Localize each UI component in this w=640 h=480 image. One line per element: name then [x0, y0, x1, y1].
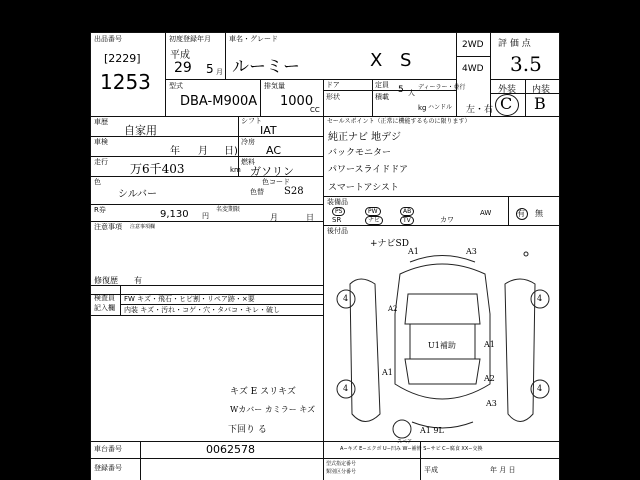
recycle-value: 9,130	[160, 209, 189, 220]
lot-number: 1253	[100, 70, 151, 94]
frame-value: 0062578	[206, 443, 255, 456]
notes-label: 注意事項	[94, 223, 122, 231]
notes-sub: 注意事項欄	[130, 224, 156, 230]
extra-no: 無	[535, 209, 543, 218]
displacement-unit: CC	[310, 106, 320, 114]
load-unit: kg	[418, 104, 427, 112]
row-recycle	[90, 204, 323, 205]
recycle-unit: 円	[202, 212, 209, 220]
ac-label: 冷房	[241, 138, 255, 146]
row-handwrite	[90, 315, 323, 316]
use-value: 自家用	[124, 124, 157, 137]
shape-label: 形状	[326, 93, 340, 101]
color-code-label: 色コード	[262, 178, 290, 186]
grade: X S	[370, 50, 418, 71]
sales-point-2: バックモニター	[328, 148, 392, 158]
shift-value: IAT	[260, 124, 277, 137]
inspector-title-1: 検査員	[94, 294, 115, 302]
score-value: 3.5	[510, 52, 542, 76]
col-color-code	[323, 176, 324, 204]
col-inspector	[120, 285, 121, 315]
tire-mark-rl: 4	[343, 384, 349, 393]
mark-left-a2: A2	[388, 305, 398, 313]
displacement-value: 1000	[280, 94, 314, 109]
col-seats	[372, 79, 373, 116]
row-equipment	[323, 196, 560, 197]
mark-left-a1: A1	[382, 368, 393, 377]
car-body-top	[395, 264, 490, 399]
shift-label: シフト	[241, 117, 262, 125]
model-name: ルーミー	[232, 57, 300, 77]
paint-label: 色替	[250, 188, 264, 196]
extra-yes: 有	[517, 209, 525, 218]
row-rear	[323, 225, 560, 226]
rear-label: 後付品	[327, 227, 348, 235]
inspection-day: 日)	[224, 146, 238, 157]
car-front-bumper	[410, 256, 475, 263]
handwritten-note-1: キズ E スリキズ	[230, 387, 296, 397]
use-label: 車歴	[94, 118, 108, 126]
displacement-label: 排気量	[264, 82, 285, 90]
handle-value: 左・右	[466, 105, 494, 115]
class-label: 類別区分番号	[326, 469, 357, 475]
equip-pw: PW	[365, 207, 381, 216]
inspector-row-1: FW キズ・飛石・ヒビ割・リペア跡・×要	[124, 295, 255, 303]
auction-sheet	[90, 32, 560, 480]
lot-code: [2229]	[104, 52, 141, 65]
footer-date-unit: 年 月 日	[490, 466, 516, 474]
equip-ab: AB	[400, 207, 414, 216]
sales-point-1: 純正ナビ 地デジ	[328, 132, 401, 143]
name-change-month: 月	[270, 213, 278, 222]
equipment-label: 装備品	[327, 198, 348, 206]
tire-mark-fr: 4	[537, 294, 543, 303]
color-value: シルバー	[118, 189, 158, 200]
ac-value: AC	[266, 144, 282, 157]
col-disp	[260, 79, 261, 116]
recycle-label: R券	[94, 206, 106, 214]
equip-leather: カワ	[440, 216, 454, 224]
fuel-value: ガソリン	[250, 165, 294, 178]
color-code-value: S28	[284, 186, 304, 197]
footer-date-label: 平成	[424, 466, 438, 474]
load-label: 積載	[375, 93, 389, 101]
model-grade-label: 車名・グレード	[229, 35, 278, 43]
row-repair	[90, 285, 323, 286]
door-label: ドア	[326, 81, 340, 89]
int-label: 内装	[532, 85, 551, 95]
inspection-label: 車検	[94, 138, 108, 146]
mark-right-a1: A1	[484, 340, 495, 349]
seats-unit: 人	[408, 89, 415, 97]
col-ext-int	[525, 79, 526, 116]
int-grade: B	[534, 94, 546, 113]
mark-right-a2: A2	[484, 374, 495, 383]
col-footer2	[323, 441, 324, 480]
reg-year: 29	[174, 60, 192, 76]
mark-roof-u1: U1補助	[428, 341, 456, 350]
sales-point-3: パワースライドドア	[328, 165, 409, 175]
fuel-label: 燃料	[241, 158, 255, 166]
damage-legend: A−キズ E−エクボ U−凹み W−補修 S−サビ C−腐食 XX−交換	[340, 446, 483, 452]
drive-2wd: 2WD	[462, 40, 484, 50]
reg-month-unit: 月	[216, 68, 223, 76]
spare-tire	[393, 420, 411, 438]
col-extra	[508, 196, 509, 225]
row-inspector2	[120, 304, 323, 305]
mark-front-a3: A3	[466, 247, 477, 256]
dot-mark	[524, 252, 528, 256]
inspector-row-2: 内装 キズ・汚れ・コゲ・穴・タバコ・キレ・破し	[124, 306, 280, 314]
era: 平成	[170, 50, 190, 61]
frame-label: 車台番号	[94, 445, 122, 453]
equip-sr: SR	[332, 216, 342, 224]
inspection-month: 月	[198, 146, 208, 157]
first-reg-label: 初度登録年月	[169, 35, 211, 43]
spare-label: スペア	[397, 439, 413, 445]
score-label: 評 価 点	[498, 39, 531, 49]
col-date	[225, 32, 226, 79]
car-rear-window	[405, 359, 480, 384]
seats-value: 5	[398, 85, 404, 95]
dealer-spec-label: 型式指定番号	[326, 461, 357, 467]
sales-point-4: スマートアシスト	[328, 183, 399, 193]
mark-rear-a1: A1 9L	[420, 426, 444, 435]
ext-grade: C	[500, 94, 513, 113]
divider-main	[90, 116, 560, 117]
col-mid-main	[323, 116, 324, 458]
tire-mark-rr: 4	[537, 384, 543, 393]
sheet-border-left	[90, 32, 91, 480]
equip-aw: AW	[480, 209, 492, 217]
sales-points-label: セールスポイント（正常に機能するものに限ります）	[327, 118, 471, 125]
seats-label: 定員	[375, 81, 389, 89]
mileage-value: 万6千403	[130, 162, 185, 176]
row-footer	[90, 441, 560, 442]
handwritten-note-3: 下回り る	[228, 425, 267, 435]
handle-label: ハンドル	[428, 104, 453, 111]
equip-navi: ナビ	[365, 216, 383, 225]
reg-label: 登録番号	[94, 464, 122, 472]
ext-label: 外装	[498, 85, 517, 95]
equip-tv: TV	[400, 216, 414, 225]
mileage-label: 走行	[94, 158, 108, 166]
inspection-year: 年	[170, 146, 180, 157]
repair-label: 修復歴	[94, 276, 118, 285]
sheet-border-right	[559, 32, 560, 480]
row-footer2	[90, 458, 560, 459]
divider-drive	[456, 56, 490, 57]
handwritten-note-2: Wカバー カミラー キズ	[230, 405, 316, 414]
mark-front-a1: A1	[408, 247, 419, 256]
mark-right-a3: A3	[486, 399, 497, 408]
tire-mark-fl: 4	[343, 294, 349, 303]
car-windshield	[405, 294, 480, 324]
divider-spec	[165, 79, 456, 80]
reg-month: 5	[206, 62, 214, 76]
car-right-side	[505, 279, 535, 422]
inspector-title-2: 記入欄	[94, 304, 115, 312]
repair-value: 有	[134, 276, 142, 285]
rear-value: +ナビSD	[370, 239, 409, 249]
col-lot	[165, 32, 166, 116]
name-change-label: 名変期限	[216, 206, 241, 213]
col-footer	[140, 441, 141, 480]
equip-ps: PS	[332, 207, 345, 216]
name-change-day: 日	[306, 213, 314, 222]
col-drive	[456, 32, 457, 116]
drive-4wd: 4WD	[462, 64, 484, 74]
type-value: DBA-M900A	[180, 94, 258, 109]
mileage-unit: km	[230, 166, 241, 174]
lot-label: 出品番号	[94, 35, 122, 43]
type-label: 型式	[169, 82, 183, 90]
col-door	[323, 79, 324, 116]
row-notes	[90, 221, 323, 222]
dealer-label: ディーラー・並行	[418, 84, 466, 91]
color-label: 色	[94, 178, 101, 186]
